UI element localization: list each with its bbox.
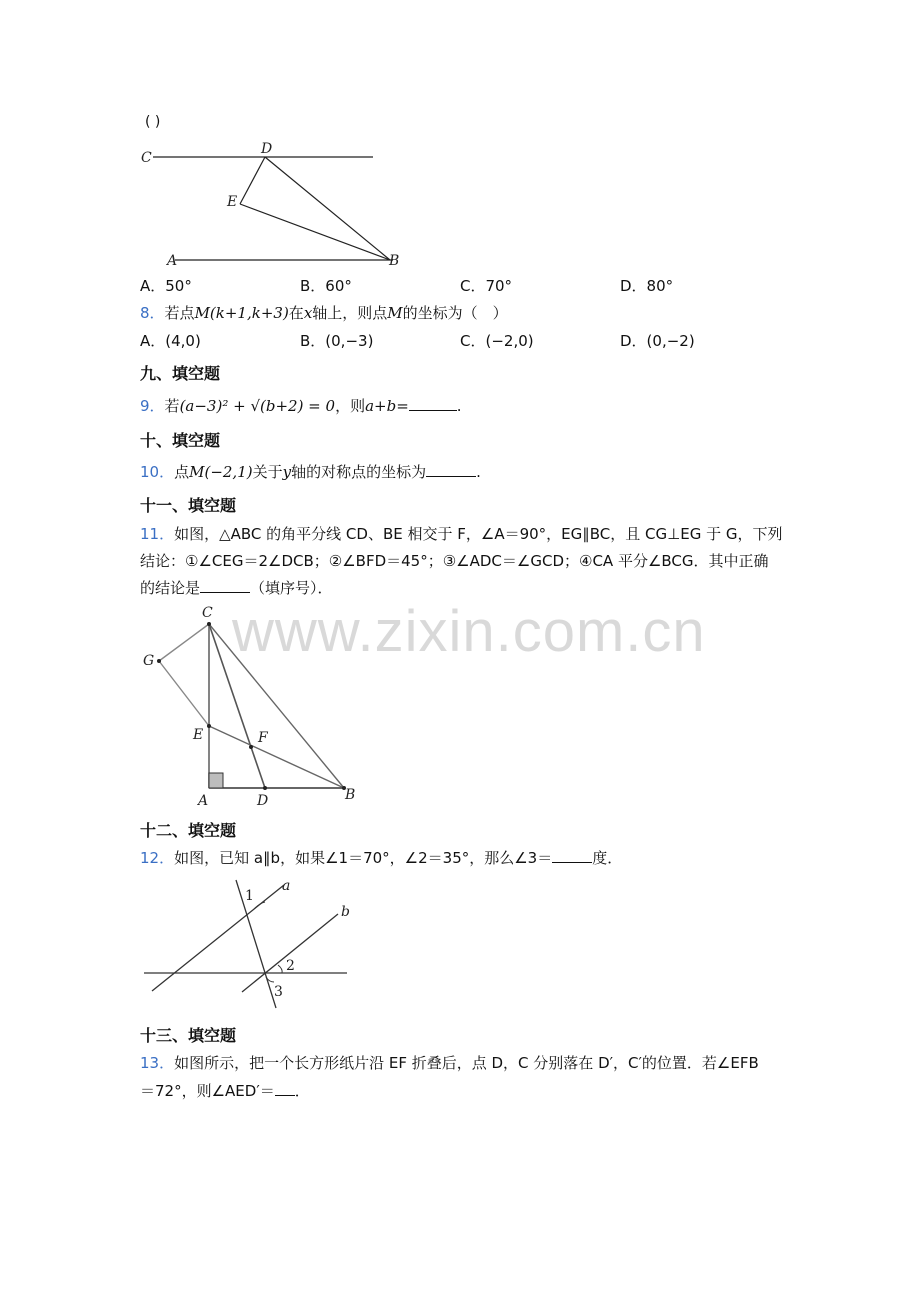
label-1: 1 [245, 888, 254, 904]
segment-cb [209, 624, 344, 788]
segment-gc [159, 624, 209, 661]
label-c: C [202, 605, 213, 621]
label-3: 3 [274, 984, 283, 1000]
q13-line-1: 13．如图所示，把一个长方形纸片沿 EF 折叠后，点 D，C 分别落在 D′，C′的位置．若∠EFB [140, 1054, 759, 1072]
q11-line-1: 11．如图，△ABC 的角平分线 CD、BE 相交于 F，∠A＝90°，EG∥BC，且 CG⊥EG 于 G，下列 [140, 525, 783, 543]
q11-line-2: 结论：①∠CEG＝2∠DCB；②∠BFD＝45°；③∠ADC＝∠GCD；④CA 平分∠BCG．其中正确 [140, 552, 769, 570]
segment-eb [240, 204, 390, 260]
section-9-heading: 九、填空题 [140, 364, 221, 383]
label-a: A [198, 793, 209, 809]
right-angle-mark [209, 773, 223, 788]
q12-stem: 12．如图，已知 a∥b，如果∠1＝70°，∠2＝35°，那么∠3＝ 度． [140, 849, 623, 867]
q7-option-d[interactable]: D．80° [620, 277, 674, 295]
section-10-heading: 十、填空题 [140, 431, 221, 450]
label-c: C [141, 150, 152, 166]
q8-option-a[interactable]: A．(4,0) [140, 332, 201, 350]
q11-line-3: 的结论是 （填序号）． [140, 579, 333, 597]
q7-option-b[interactable]: B．60° [300, 277, 352, 295]
q8-option-b[interactable]: B．(0,−3) [300, 332, 374, 350]
segment-db [265, 157, 390, 260]
q9-answer-blank[interactable] [409, 396, 457, 411]
transversal-slanted [236, 880, 276, 1008]
q9-stem: 9．若(a−3)² + √(b+2) = 0，则a+b= . [140, 397, 462, 415]
q13-answer-blank[interactable] [275, 1081, 295, 1096]
q11-answer-blank[interactable] [200, 578, 250, 593]
segment-de [240, 157, 265, 204]
q8-stem: 8．若点M(k+1,k+3)在x轴上，则点M的坐标为（ ） [140, 304, 508, 322]
segment-ge [159, 661, 209, 726]
segment-cd [209, 624, 265, 788]
label-b: B [389, 253, 400, 269]
segment-eb [209, 726, 344, 788]
q7-option-c[interactable]: C．70° [460, 277, 513, 295]
label-b: B [345, 787, 356, 803]
q10-stem: 10．点M(−2,1)关于y轴的对称点的坐标为 . [140, 463, 481, 481]
label-a: a [282, 878, 291, 894]
label-e: E [193, 727, 204, 743]
label-e: E [227, 194, 238, 210]
q8-option-d[interactable]: D．(0,−2) [620, 332, 695, 350]
label-b: b [341, 904, 350, 920]
q11-figure [138, 602, 368, 812]
q7-figure [135, 135, 400, 270]
label-d: D [261, 141, 273, 157]
q7-option-a[interactable]: A．50° [140, 277, 192, 295]
q13-line-2: ＝72°，则∠AED′＝ ． [140, 1082, 310, 1100]
angle-2-arc [278, 965, 282, 973]
watermark: www.zixin.com.cn [232, 599, 706, 664]
q12-answer-blank[interactable] [552, 848, 592, 863]
label-a: A [167, 253, 178, 269]
label-2: 2 [286, 958, 295, 974]
line-a [152, 885, 284, 991]
section-13-heading: 十三、填空题 [140, 1026, 237, 1045]
q10-answer-blank[interactable] [426, 462, 476, 477]
label-f: F [258, 730, 268, 746]
answer-paren: ( ) [145, 114, 161, 130]
q8-option-c[interactable]: C．(−2,0) [460, 332, 534, 350]
label-d: D [257, 793, 269, 809]
line-b [242, 914, 338, 992]
q12-figure [140, 872, 360, 1012]
label-g: G [143, 653, 155, 669]
section-12-heading: 十二、填空题 [140, 821, 237, 840]
section-11-heading: 十一、填空题 [140, 496, 237, 515]
